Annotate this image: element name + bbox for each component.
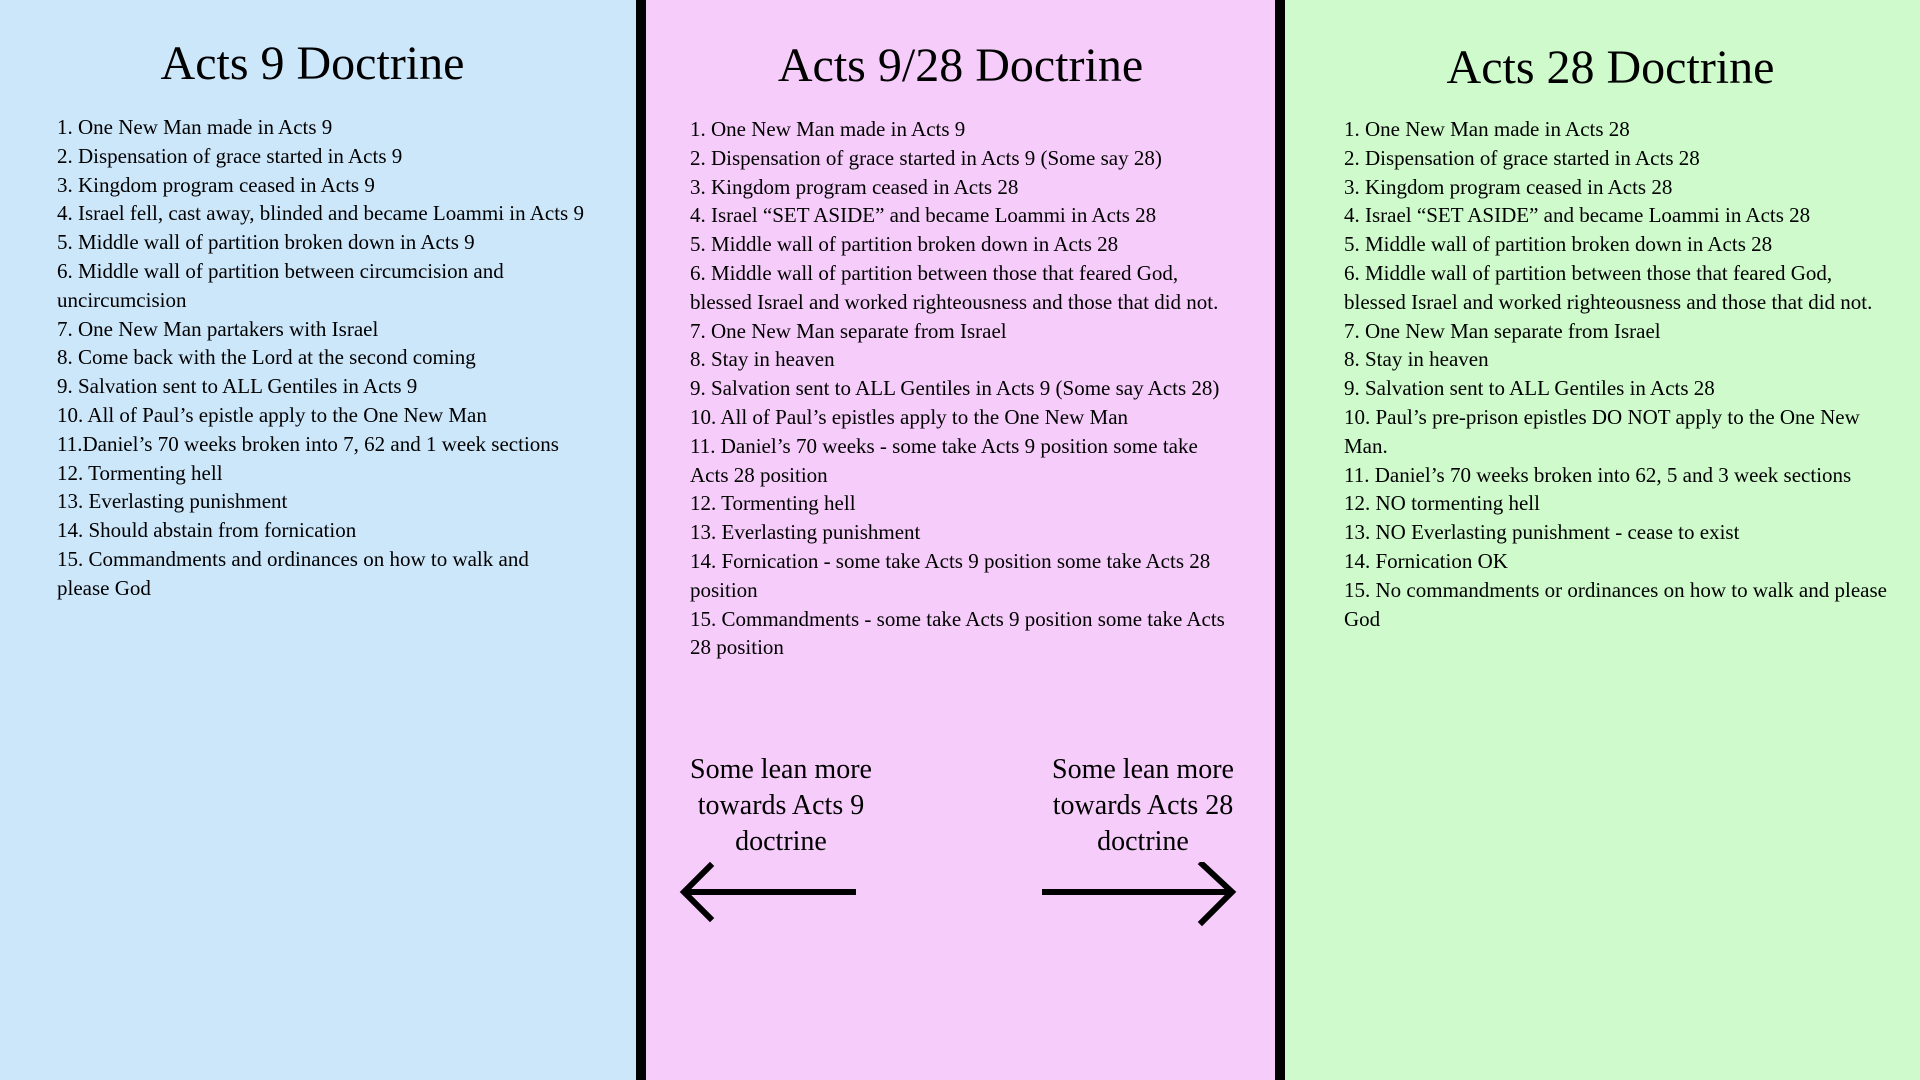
acts-28-title: Acts 28 Doctrine [1446,41,1775,94]
list-item: 11.Daniel’s 70 weeks broken into 7, 62 and 1 week sections [57,431,559,456]
list-item: 15. Commandments and ordinances on how to walk and please God [57,546,529,600]
acts-9-28-panel [646,0,1275,1080]
list-item: 13. Everlasting punishment [57,489,288,514]
list-item: 12. Tormenting hell [57,460,223,485]
list-item: 5. Middle wall of partition broken down in Acts 9 [57,230,475,255]
list-item: 3. Kingdom program ceased in Acts 28 [1344,174,1673,199]
list-item: 10. Paul’s pre-prison epistles DO NOT apply to the One New Man. [1344,404,1860,458]
list-item: 13. NO Everlasting punishment - cease to exist [1344,520,1740,545]
list-item: 5. Middle wall of partition broken down in Acts 28 [1344,232,1773,257]
arrow-left-icon [678,862,860,922]
list-item: 11. Daniel’s 70 weeks broken into 62, 5 and 3 week sections [1344,462,1852,487]
acts-9-list [57,113,585,603]
arrow-right-icon [1040,862,1240,928]
column-divider-left [636,0,646,1080]
list-item: 8. Stay in heaven [1344,347,1489,372]
acts-9-title: Acts 9 Doctrine [160,37,465,90]
list-item: 1. One New Man made in Acts 9 [690,117,966,141]
list-item: 12. Tormenting hell [690,491,856,516]
acts-28-panel [1285,0,1920,1080]
list-item: 10. All of Paul’s epistle apply to the One New Man [57,402,487,427]
list-item: 12. NO tormenting hell [1344,491,1540,516]
list-item: 6. Middle wall of partition between those that feared God, blessed Israel and worked righteousness and those that did not. [690,260,1219,314]
list-item: 3. Kingdom program ceased in Acts 28 [690,174,1019,199]
lean-acts-28-note: Some lean more towards Acts 28 doctrine [1052,754,1234,857]
list-item: 9. Salvation sent to ALL Gentiles in Acts 28 [1344,376,1715,401]
list-item: 6. Middle wall of partition between circumcision and uncircumcision [57,258,504,312]
acts-28-list [1344,115,1889,633]
list-item: 4. Israel fell, cast away, blinded and became Loammi in Acts 9 [57,201,584,226]
list-item: 15. Commandments - some take Acts 9 position some take Acts 28 position [690,606,1225,660]
list-item: 4. Israel “SET ASIDE” and became Loammi in Acts 28 [690,203,1157,228]
list-item: 6. Middle wall of partition between those that feared God, blessed Israel and worked righteousness and those that did not. [1344,260,1873,314]
list-item: 2. Dispensation of grace started in Acts 9 [57,143,403,168]
list-item: 3. Kingdom program ceased in Acts 9 [57,172,375,197]
list-item: 1. One New Man made in Acts 28 [1344,117,1630,141]
list-item: 2. Dispensation of grace started in Acts 28 [1344,145,1700,170]
lean-acts-9-note: Some lean more towards Acts 9 doctrine [690,754,872,857]
acts-9-panel [0,0,637,1080]
list-item: 2. Dispensation of grace started in Acts 9 (Some say 28) [690,145,1162,170]
list-item: 8. Stay in heaven [690,347,835,372]
acts-9-28-list [690,115,1228,662]
list-item: 14. Should abstain from fornication [57,518,357,543]
list-item: 11. Daniel’s 70 weeks - some take Acts 9 position some take Acts 28 position [690,433,1198,487]
list-item: 1. One New Man made in Acts 9 [57,115,333,139]
list-item: 9. Salvation sent to ALL Gentiles in Acts 9 [57,374,418,399]
list-item: 7. One New Man separate from Israel [690,318,1007,343]
column-divider-right [1275,0,1285,1080]
list-item: 14. Fornication OK [1344,548,1508,573]
list-item: 8. Come back with the Lord at the second coming [57,345,476,370]
list-item: 9. Salvation sent to ALL Gentiles in Acts 9 (Some say Acts 28) [690,376,1220,401]
list-item: 13. Everlasting punishment [690,520,921,545]
acts-9-28-title: Acts 9/28 Doctrine [777,39,1144,92]
list-item: 15. No commandments or ordinances on how to walk and please God [1344,577,1887,631]
list-item: 14. Fornication - some take Acts 9 position some take Acts 28 position [690,548,1211,602]
list-item: 4. Israel “SET ASIDE” and became Loammi in Acts 28 [1344,203,1811,228]
list-item: 7. One New Man separate from Israel [1344,318,1661,343]
list-item: 7. One New Man partakers with Israel [57,316,379,341]
list-item: 10. All of Paul’s epistles apply to the One New Man [690,404,1129,429]
list-item: 5. Middle wall of partition broken down in Acts 28 [690,232,1119,257]
